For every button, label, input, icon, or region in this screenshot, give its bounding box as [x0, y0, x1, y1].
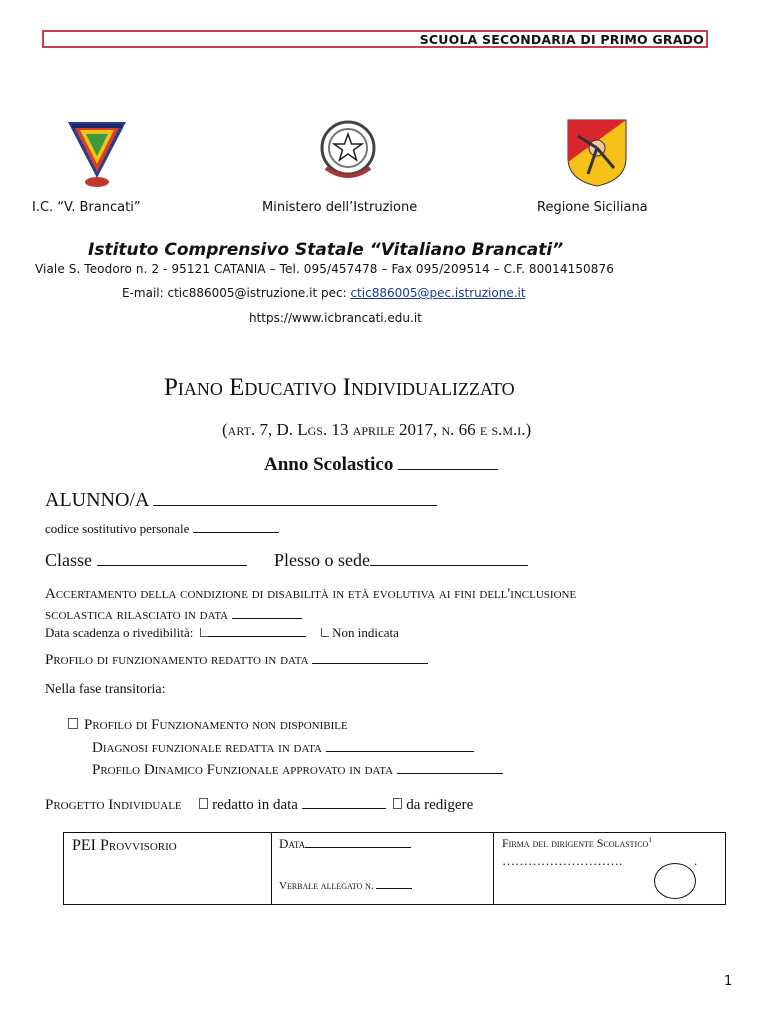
profilo-label: Profilo di funzionamento redatto in data — [45, 652, 309, 668]
table-divider-2 — [493, 832, 494, 905]
institute-address: Viale S. Teodoro n. 2 - 95121 CATANIA – Tel. 095/457478 – Fax 095/209514 – C.F. 80014150876 — [35, 262, 614, 276]
institute-contacts — [122, 286, 526, 300]
verbale-row — [279, 879, 412, 892]
document-subtitle: (art. 7, D. Lgs. 13 aprile 2017, n. 66 e s.m.i.) — [222, 420, 532, 439]
school-year-label: Anno Scolastico — [264, 454, 394, 475]
pdf-label: Profilo Dinamico Funzionale approvato in data — [92, 762, 394, 778]
plesso-label: Plesso o sede — [274, 550, 370, 570]
banner-text: SCUOLA SECONDARIA DI PRIMO GRADO — [419, 32, 704, 47]
da-redigere-checkbox-icon[interactable] — [393, 798, 402, 809]
scadenza-field[interactable] — [208, 626, 306, 637]
code-row — [45, 521, 279, 537]
profilo-nd-row — [68, 717, 348, 734]
diagnosi-label: Diagnosi funzionale redatta in data — [92, 740, 322, 756]
accertamento-label: scolastica rilasciato in data — [45, 607, 229, 623]
student-field[interactable] — [153, 487, 437, 506]
code-label: codice sostitutivo personale — [45, 521, 190, 536]
header-banner — [42, 30, 708, 48]
email-text: E-mail: ctic886005@istruzione.it pec: — [122, 286, 351, 300]
table-data-label: Data — [279, 836, 306, 851]
pec-link[interactable]: ctic886005@pec.istruzione.it — [350, 286, 526, 300]
profilo-field[interactable] — [312, 652, 428, 664]
accertamento-line-1: Accertamento della condizione di disabilità in età evolutiva ai fini dell'inclusione — [45, 586, 577, 602]
non-indicata-label: Non indicata — [332, 625, 399, 640]
firma-dots: ………………………. — [502, 853, 623, 868]
redatto-label: redatto in data — [212, 797, 298, 813]
fase-transitoria: Nella fase transitoria: — [45, 682, 166, 697]
region-caption: Regione Siciliana — [537, 200, 648, 215]
scadenza-row — [45, 625, 399, 641]
accertamento-field[interactable] — [232, 607, 302, 619]
class-field[interactable] — [97, 551, 247, 566]
school-logo — [68, 118, 126, 188]
institute-website[interactable]: https://www.icbrancati.edu.it — [249, 311, 422, 325]
stamp-circle — [654, 863, 696, 899]
republic-emblem — [316, 118, 380, 186]
institute-name: Istituto Comprensivo Statale “Vitaliano Brancati” — [88, 240, 564, 260]
progetto-label: Progetto Individuale — [45, 797, 182, 813]
student-row — [45, 487, 437, 512]
diagnosi-row — [92, 740, 474, 757]
firma-footnote: 1 — [648, 836, 652, 844]
redatto-field[interactable] — [302, 797, 386, 809]
pdf-row — [92, 762, 503, 779]
da-redigere-label: da redigere — [406, 797, 474, 813]
class-label: Classe — [45, 550, 92, 570]
sicily-emblem — [566, 118, 628, 188]
class-row — [45, 550, 247, 571]
page-number: 1 — [724, 974, 733, 989]
scadenza-checkbox-icon[interactable] — [200, 628, 208, 637]
firma-label: Firma del dirigente Scolastico — [502, 836, 649, 850]
scadenza-label: Data scadenza o rivedibilità: — [45, 625, 194, 640]
plesso-row — [274, 550, 528, 571]
ministry-caption: Ministero dell’Istruzione — [262, 200, 418, 215]
table-divider-1 — [271, 832, 272, 905]
firma-dot-end: . — [694, 853, 698, 868]
non-indicata-checkbox-icon[interactable] — [321, 628, 329, 637]
plesso-field[interactable] — [370, 551, 528, 566]
pei-provvisorio: PEI Provvisorio — [72, 837, 177, 854]
profilo-nd-label: Profilo di Funzionamento non disponibile — [84, 717, 348, 733]
diagnosi-field[interactable] — [326, 740, 474, 752]
student-label: ALUNNO/A — [45, 489, 149, 511]
document-title: Piano Educativo Individualizzato — [164, 374, 515, 401]
verbale-label: Verbale allegato n. — [279, 880, 374, 892]
table-data-field[interactable] — [305, 837, 411, 848]
school-caption: I.C. “V. Brancati” — [32, 200, 141, 215]
progetto-row — [45, 797, 473, 814]
table-data-row — [279, 836, 411, 852]
accertamento-line-2 — [45, 607, 302, 624]
verbale-field[interactable] — [376, 879, 412, 889]
code-field[interactable] — [193, 522, 279, 533]
school-year-field[interactable] — [398, 455, 498, 470]
pdf-field[interactable] — [397, 762, 503, 774]
profilo-nd-checkbox-icon[interactable] — [68, 718, 78, 729]
firma-label-row — [502, 836, 652, 851]
profilo-row — [45, 652, 428, 669]
redatto-checkbox-icon[interactable] — [199, 798, 208, 809]
school-year — [264, 454, 498, 476]
